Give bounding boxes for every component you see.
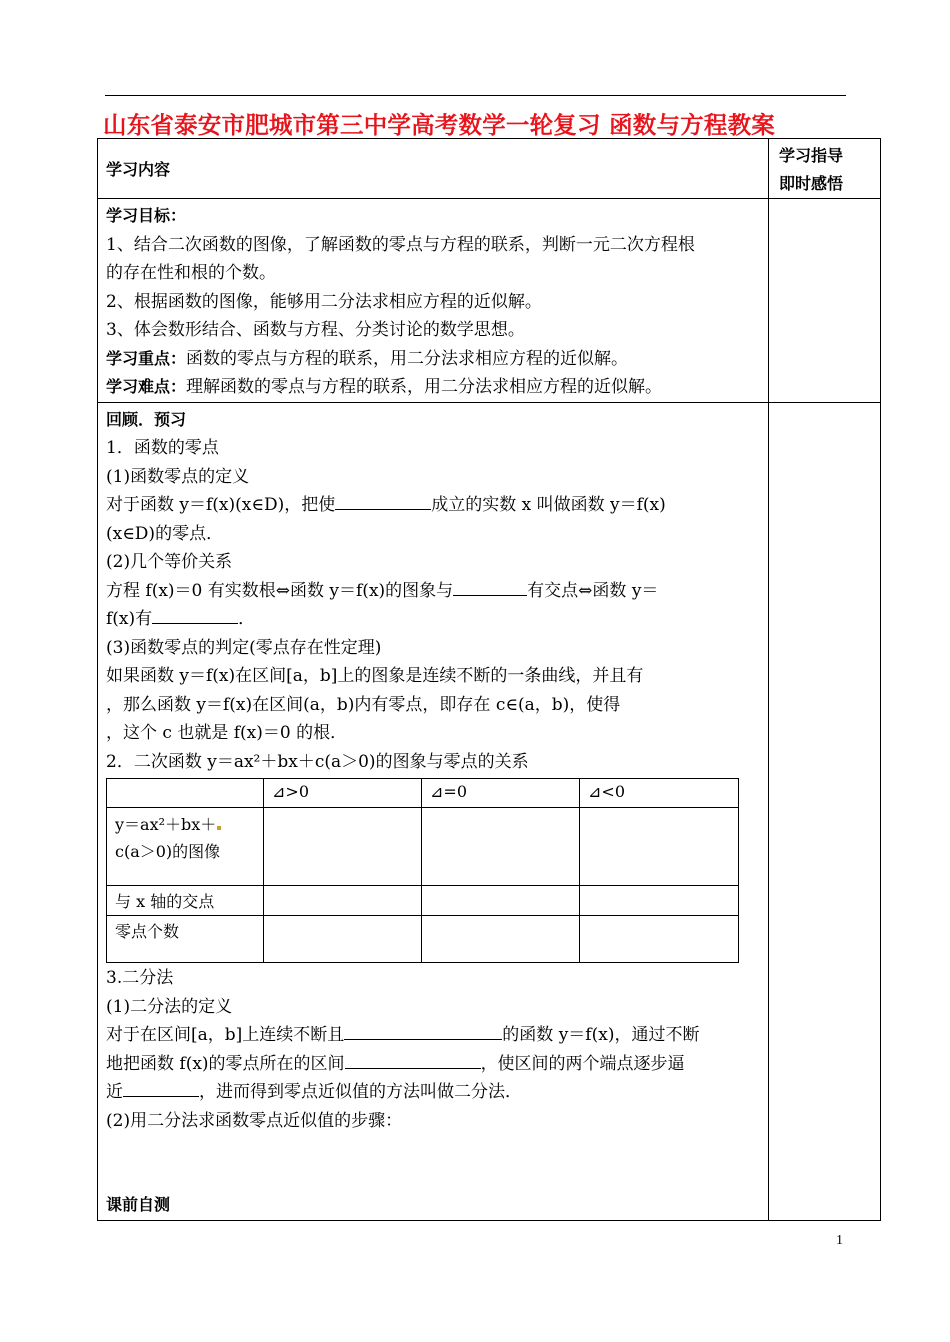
section-3-1: (1)二分法的定义 (106, 996, 233, 1017)
table-header-positive: ⊿>0 (264, 779, 422, 808)
equivalence-blank-1 (453, 578, 527, 596)
difficulty-label: 学习难点： (106, 377, 187, 396)
section-1-title: 1．函数的零点 (106, 438, 219, 458)
header-content-cell (98, 139, 769, 199)
bisection-text-d: ，使区间的两个端点逐步逼 (480, 1053, 685, 1074)
goal-2: 2、根据函数的图像，能够用二分法求相应方程的近似解。 (106, 291, 542, 312)
table-cell (580, 808, 739, 886)
table-header-negative: ⊿<0 (580, 779, 739, 808)
goal-1a: 1、结合二次函数的图像，了解函数的零点与方程的联系，判断一元二次方程根 (106, 234, 695, 255)
table-header-empty (107, 779, 264, 808)
review-heading: 回顾．预习 (106, 409, 187, 429)
goal-3: 3、体会数形结合、函数与方程、分类讨论的数学思想。 (106, 320, 525, 340)
goal-1b: 的存在性和根的个数。 (106, 263, 276, 283)
header-insight-label: 即时感悟 (779, 174, 844, 193)
goals-cell (98, 199, 769, 403)
section-2-title: 2．二次函数 y＝ax²＋bx＋c(a＞0)的图象与零点的关系 (106, 751, 529, 772)
bisection-text-e: 近 (106, 1082, 123, 1102)
definition-blank (335, 492, 431, 510)
quadratic-zero-table (106, 778, 739, 963)
table-row-zero-count-label: 零点个数 (107, 916, 264, 963)
table-cell (422, 808, 580, 886)
bisection-text-c: 地把函数 f(x)的零点所在的区间 (106, 1053, 345, 1074)
document-title: 山东省泰安市肥城市第三中学高考数学一轮复习 函数与方程教案 (103, 111, 775, 139)
bisection-text-f: ，进而得到零点近似值的方法叫做二分法． (199, 1082, 522, 1102)
theorem-text-b: ，那么函数 y＝f(x)在区间(a，b)内有零点，即存在 c∈(a，b)，使得 (106, 694, 621, 715)
definition-text-c: (x∈D)的零点． (106, 523, 224, 544)
section-1-2: (2)几个等价关系 (106, 552, 233, 572)
section-3-title: 3.二分法 (106, 968, 174, 988)
pretest-heading: 课前自测 (106, 1195, 171, 1214)
review-cell (98, 402, 769, 1220)
key-point-label: 学习重点： (106, 348, 187, 368)
lesson-table (97, 138, 881, 1221)
theorem-text-c: ，这个 c 也就是 f(x)＝0 的根． (106, 723, 348, 743)
bisection-text-b: 的函数 y＝f(x)，通过不断 (502, 1025, 700, 1045)
table-row-intersection-label: 与 x 轴的交点 (107, 886, 264, 916)
header-content-label: 学习内容 (106, 160, 171, 179)
table-header-zero: ⊿=0 (422, 779, 580, 808)
table-cell (264, 916, 422, 963)
review-side-cell (769, 402, 881, 1220)
goals-side-cell (769, 199, 881, 403)
definition-text-a: 对于函数 y＝f(x)(x∈D)，把使 (106, 495, 336, 515)
equivalence-blank-2 (152, 606, 238, 624)
mark-dot (217, 826, 221, 830)
bisection-text-a: 对于在区间[a，b]上连续不断且 (106, 1025, 345, 1045)
page-number: 1 (836, 1233, 843, 1248)
difficulty-text: 理解函数的零点与方程的联系，用二分法求相应方程的近似解。 (186, 377, 663, 397)
equivalence-text-a: 方程 f(x)＝0 有实数根⇔函数 y＝f(x)的图象与 (106, 580, 454, 601)
table-cell (580, 916, 739, 963)
bisection-blank-2 (345, 1051, 481, 1069)
header-guide-label: 学习指导 (779, 146, 844, 165)
theorem-text-a: 如果函数 y＝f(x)在区间[a，b]上的图象是连续不断的一条曲线，并且有 (106, 666, 644, 686)
header-rule (105, 95, 846, 96)
section-1-1: (1)函数零点的定义 (106, 466, 250, 487)
table-row-graph-label (107, 808, 264, 886)
graph-label-b: c(a＞0)的图像 (115, 842, 221, 861)
table-cell (264, 886, 422, 916)
section-1-3: (3)函数零点的判定(零点存在性定理) (106, 637, 382, 658)
table-cell (422, 886, 580, 916)
equivalence-text-b: 有交点⇔函数 y＝ (527, 580, 659, 601)
definition-text-b: 成立的实数 x 叫做函数 y＝f(x) (431, 495, 666, 515)
table-cell (264, 808, 422, 886)
table-cell (422, 916, 580, 963)
header-guide-cell (769, 139, 881, 199)
key-point-text: 函数的零点与方程的联系，用二分法求相应方程的近似解。 (186, 348, 629, 369)
bisection-blank-1 (344, 1022, 502, 1040)
goals-heading: 学习目标： (106, 206, 187, 225)
graph-label-a: y＝ax²＋bx＋ (115, 815, 217, 834)
section-3-2: (2)用二分法求函数零点近似值的步骤： (106, 1110, 403, 1131)
bisection-blank-3 (123, 1079, 199, 1097)
equivalence-text-d: ． (238, 609, 256, 629)
equivalence-text-c: f(x)有 (106, 609, 153, 629)
table-cell (580, 886, 739, 916)
